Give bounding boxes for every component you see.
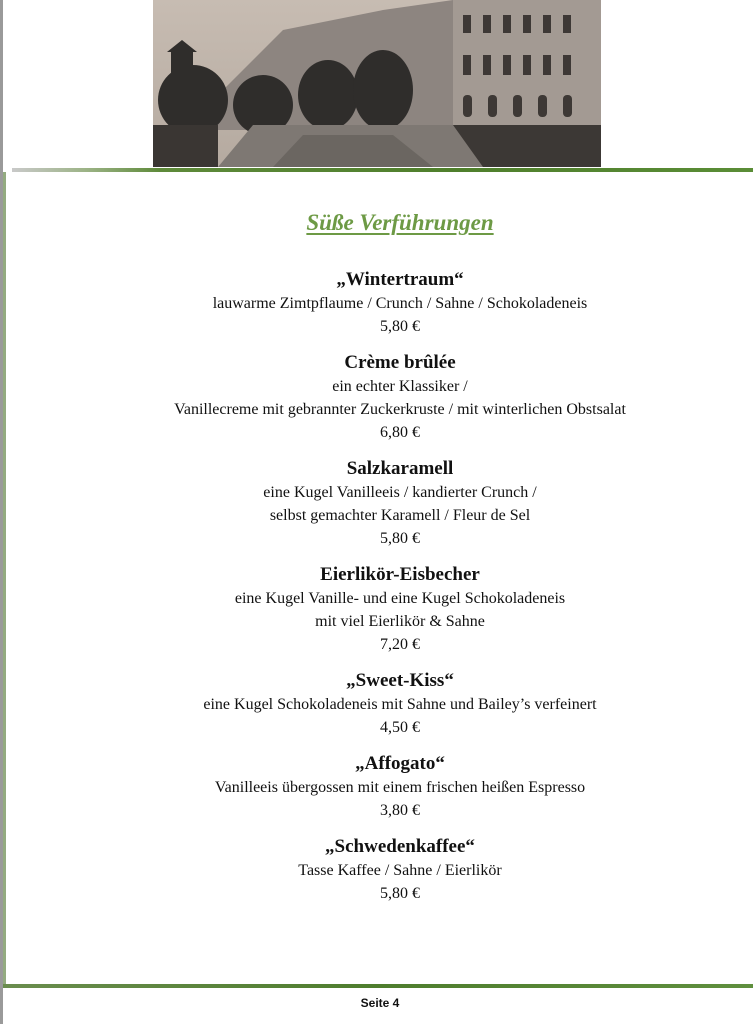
menu-item (0, 268, 753, 338)
page-number: Seite 4 (360, 996, 400, 1010)
item-description: ein echter Klassiker / (332, 378, 468, 395)
item-description: Tasse Kaffee / Sahne / Eierlikör (298, 862, 502, 879)
item-name: „Sweet-Kiss“ (346, 670, 454, 691)
item-description: Vanilleeis übergossen mit einem frischen heißen Espresso (214, 779, 586, 796)
section-title: Süße Verführungen (306, 210, 494, 235)
menu-item (0, 457, 753, 550)
item-description: selbst gemachter Karamell / Fleur de Sel (269, 507, 531, 524)
bottom-divider (3, 984, 753, 988)
item-name: „Schwedenkaffee“ (325, 836, 475, 857)
item-name: „Affogato“ (355, 753, 445, 774)
top-divider (12, 168, 753, 172)
item-price: 5,80 € (380, 885, 420, 902)
item-name: Eierlikör-Eisbecher (320, 564, 480, 585)
item-name: Crème brûlée (344, 352, 456, 373)
item-price: 5,80 € (380, 530, 420, 547)
menu-item (0, 669, 753, 739)
item-description: eine Kugel Schokoladeneis mit Sahne und Bailey’s verfeinert (203, 696, 597, 713)
item-description: lauwarme Zimtpflaume / Crunch / Sahne / Schokoladeneis (212, 295, 588, 312)
item-price: 4,50 € (380, 719, 420, 736)
item-description: eine Kugel Vanille- und eine Kugel Schokoladeneis (234, 590, 566, 607)
menu-item (0, 835, 753, 905)
menu-item (0, 563, 753, 656)
item-price: 7,20 € (380, 636, 420, 653)
item-description: Vanillecreme mit gebrannter Zuckerkruste / mit winterlichen Obstsalat (174, 401, 626, 418)
dessert-menu (0, 268, 753, 918)
menu-item (0, 752, 753, 822)
item-name: Salzkaramell (346, 458, 454, 479)
item-description: eine Kugel Vanilleeis / kandierter Crunch / (263, 484, 537, 501)
item-description: mit viel Eierlikör & Sahne (315, 613, 485, 630)
item-price: 5,80 € (380, 318, 420, 335)
item-price: 6,80 € (380, 424, 420, 441)
street-photo-image (153, 0, 601, 167)
item-name: „Wintertraum“ (336, 269, 464, 290)
header-photo (153, 0, 601, 167)
menu-item (0, 351, 753, 444)
item-price: 3,80 € (380, 802, 420, 819)
